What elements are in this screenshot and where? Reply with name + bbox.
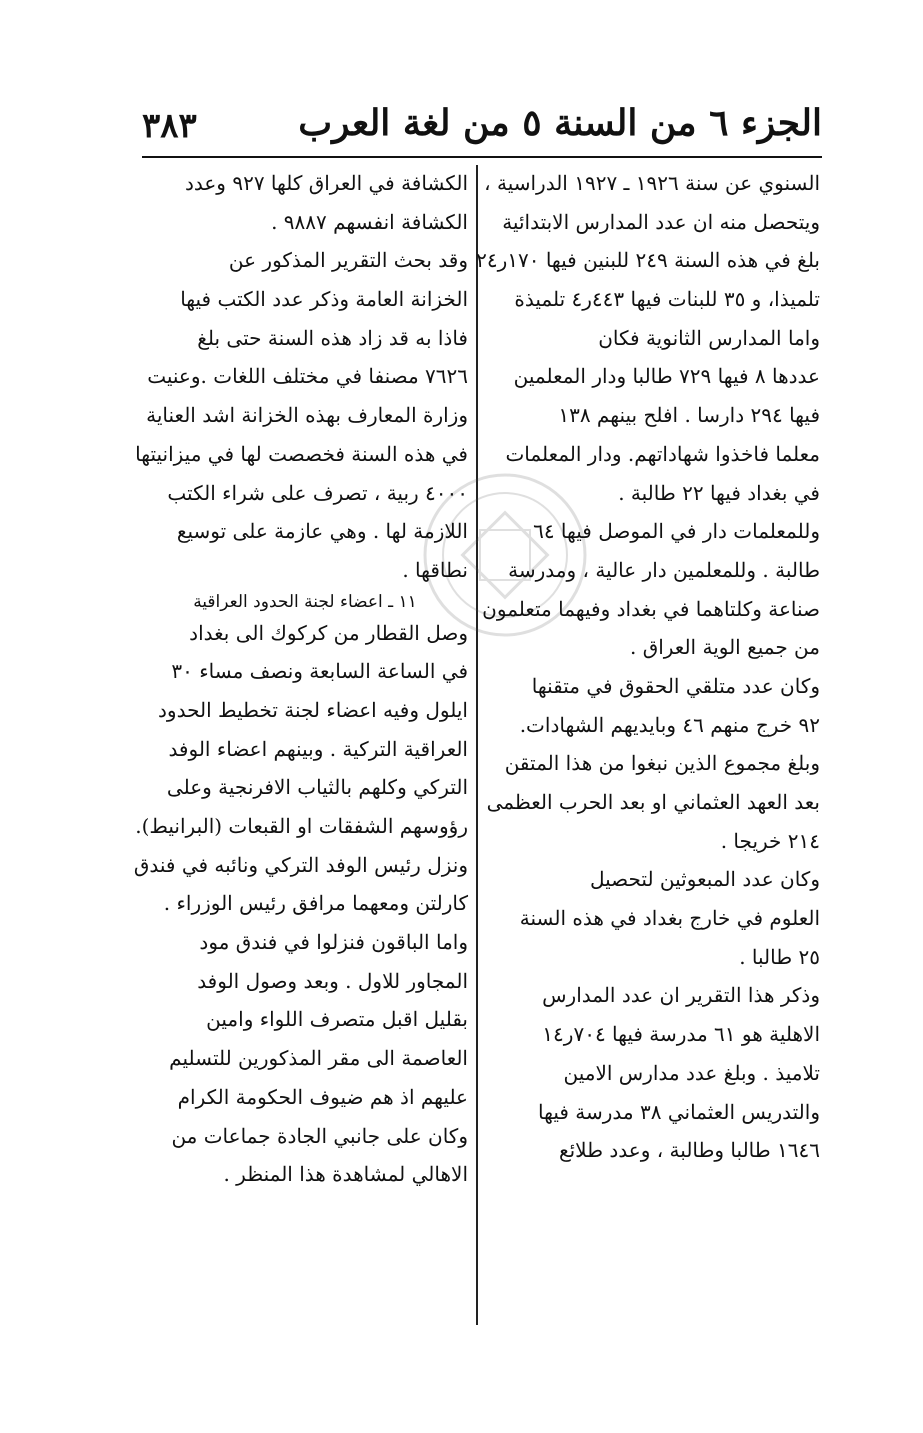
text-line: وزارة المعارف بهذه الخزانة اشد العناية <box>146 403 468 428</box>
page-header <box>142 92 822 154</box>
text-line: وكان عدد متلقي الحقوق في متقنها <box>531 673 820 698</box>
text-line: العلوم في خارج بغداد في هذه السنة <box>519 906 820 931</box>
text-line: ٤٠٠٠ ربية ، تصرف على شراء الكتب <box>167 480 468 505</box>
text-line: بلغ في هذه السنة ٢٤٩ للبنين فيها ١٧٠ر٢٤ <box>476 248 820 273</box>
text-line: وصل القطار من كركوك الى بغداد <box>189 620 468 645</box>
text-line: بعد العهد العثماني او بعد الحرب العظمى <box>486 790 820 814</box>
text-line: عليهم اذ هم ضيوف الحكومة الكرام <box>177 1084 468 1109</box>
text-line: فيها ٢٩٤ دارسا . افلح بينهم ١٣٨ <box>558 403 820 428</box>
section-subheading: ١١ ـ اعضاء لجنة الحدود العراقية <box>193 591 417 612</box>
left-column <box>133 164 468 1194</box>
text-line: الخزانة العامة وذكر عدد الكتب فيها <box>180 287 468 312</box>
text-line: ايلول وفيه اعضاء لجنة تخطيط الحدود <box>158 697 468 722</box>
text-line: تلاميذ . وبلغ عدد مدارس الامين <box>563 1060 820 1085</box>
text-line: الاهلية هو ٦١ مدرسة فيها ٧٠٤ر١٤ <box>542 1022 820 1047</box>
text-line: والتدريس العثماني ٣٨ مدرسة فيها <box>538 1099 820 1124</box>
text-line: السنوي عن سنة ١٩٢٦ ـ ١٩٢٧ الدراسية ، <box>484 171 820 195</box>
text-line: ويتحصل منه ان عدد المدارس الابتدائية <box>502 209 820 234</box>
text-line: ٧٦٢٦ مصنفا في مختلف اللغات .وعنيت <box>147 364 468 389</box>
text-line: كارلتن ومعهما مرافق رئيس الوزراء . <box>163 891 468 916</box>
text-line: صناعة وكلتاهما في بغداد وفيهما متعلمون <box>482 596 820 621</box>
text-line: وكان عدد المبعوثين لتحصيل <box>590 867 820 892</box>
text-line: بقليل اقبل متصرف اللواء وامين <box>206 1007 468 1032</box>
text-line: واما الباقون فنزلوا في فندق مود <box>199 930 468 955</box>
text-line: واما المدارس الثانوية فكان <box>598 325 820 350</box>
text-line: عددها ٨ فيها ٧٢٩ طالبا ودار المعلمين <box>513 364 820 389</box>
text-line: العراقية التركية . وبينهم اعضاء الوفد <box>168 736 468 761</box>
text-line: من جميع الوية العراق . <box>629 635 820 660</box>
running-title: الجزء ٦ من السنة ٥ من لغة العرب <box>298 102 822 144</box>
text-line: العاصمة الى مقر المذكورين للتسليم <box>169 1046 468 1071</box>
text-line: طالبة . وللمعلمين دار عالية ، ومدرسة <box>508 557 820 582</box>
text-line: الكشافة في العراق كلها ٩٢٧ وعدد <box>184 171 468 195</box>
right-column <box>476 164 820 1170</box>
text-line: الاهالي لمشاهدة هذا المنظر . <box>223 1162 468 1187</box>
column-divider <box>476 165 478 1325</box>
text-line: التركي وكلهم بالثياب الافرنجية وعلى <box>166 775 468 800</box>
text-line: وذكر هذا التقرير ان عدد المدارس <box>542 983 820 1008</box>
text-line: رؤوسهم الشفقات او القبعات (البرانيط). <box>135 814 468 838</box>
text-line: وكان على جانبي الجادة جماعات من <box>171 1123 468 1148</box>
text-line: في بغداد فيها ٢٢ طالبة . <box>618 480 820 505</box>
text-line: المجاور للاول . وبعد وصول الوفد <box>197 968 468 993</box>
text-line: الكشافة انفسهم ٩٨٨٧ . <box>271 209 468 234</box>
text-line: في الساعة السابعة ونصف مساء ٣٠ <box>171 659 468 684</box>
text-line: وللمعلمات دار في الموصل فيها ٦٤ <box>533 519 820 544</box>
text-line: تلميذا، و ٣٥ للبنات فيها ٤٤٣ر٤ تلميذة <box>514 287 820 312</box>
text-line: وقد بحث التقرير المذكور عن <box>228 248 468 273</box>
text-line: وبلغ مجموع الذين نبغوا من هذا المتقن <box>504 751 820 776</box>
header-rule <box>142 156 822 158</box>
text-line: اللازمة لها . وهي عازمة على توسيع <box>176 519 468 544</box>
text-line: ونزل رئيس الوفد التركي ونائبه في فندق <box>133 852 468 877</box>
text-line: نطاقها . <box>402 557 468 582</box>
text-line: ١٦٤٦ طالبا وطالبة ، وعدد طلائع <box>558 1138 820 1163</box>
text-line: في هذه السنة فخصصت لها في ميزانيتها <box>135 441 468 466</box>
text-line: ٢٥ طالبا . <box>739 944 820 969</box>
text-line: ٩٢ خرج منهم ٤٦ وبايديهم الشهادات. <box>519 712 820 737</box>
text-line: ٢١٤ خريجا . <box>720 828 820 853</box>
text-line: معلما فاخذوا شهاداتهم. ودار المعلمات <box>505 441 820 466</box>
page-number: ٣٨٣ <box>142 106 197 146</box>
text-line: فاذا به قد زاد هذه السنة حتى بلغ <box>197 325 468 350</box>
